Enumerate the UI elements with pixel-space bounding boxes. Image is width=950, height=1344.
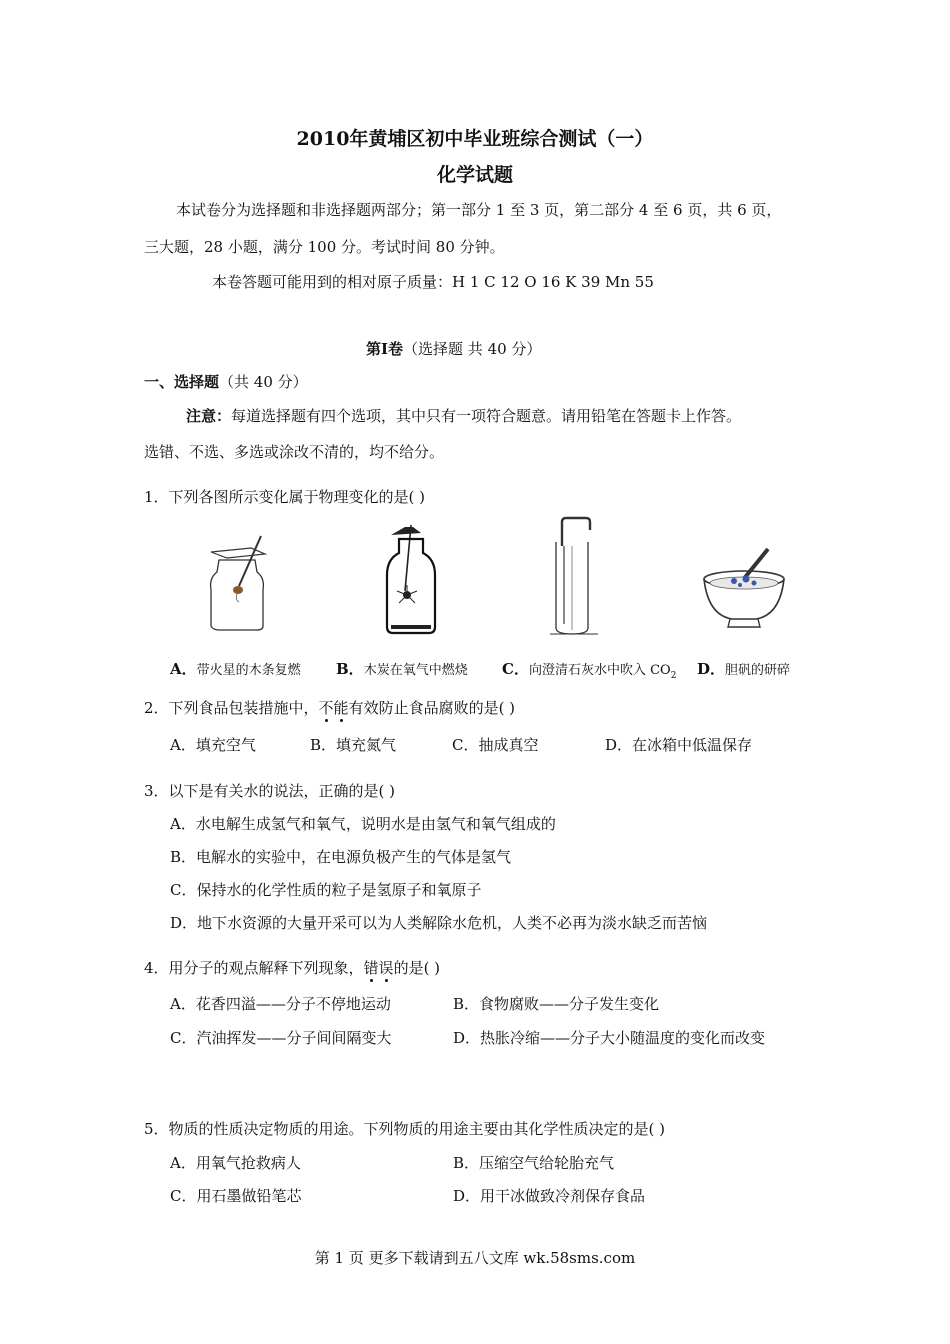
- emphasis-dot: [325, 719, 328, 722]
- q1-option-b-letter: B．: [336, 660, 364, 678]
- q2-stem-pre: 2．下列食品包装措施中，: [144, 699, 319, 717]
- q4-emphasis-text: 错误: [363, 959, 394, 977]
- note-line-2: 选错、不选、多选或涂改不清的，均不给分。: [144, 443, 445, 461]
- q1-option-b-text: 木炭在氧气中燃烧: [363, 663, 468, 678]
- q2-option-a: A．填充空气: [170, 736, 256, 754]
- page-footer: 第 1 页 更多下载请到五八文库 wk.58sms.com: [314, 1249, 636, 1267]
- q2-stem-post: 有效防止食品腐败的是( ): [348, 699, 516, 717]
- q3-stem: 3．以下是有关水的说法，正确的是( ): [144, 782, 396, 800]
- q5-stem: 5．物质的性质决定物质的用途。下列物质的用途主要由其化学性质决定的是( ): [144, 1120, 666, 1138]
- test-tube-figure: [550, 516, 600, 636]
- q5-option-b: B．压缩空气给轮胎充气: [453, 1154, 615, 1172]
- q1-option-d: [697, 658, 790, 679]
- intro-line-1: 本试卷分为选择题和非选择题两部分；第一部分 1 至 3 页，第二部分 4 至 6 页，共 6 页，: [176, 201, 782, 219]
- section1-heading-bold: 一、选择题: [144, 373, 220, 391]
- section1-heading: [144, 371, 308, 392]
- q4-option-a: A．花香四溢——分子不停地运动: [170, 995, 391, 1013]
- atomic-mass-line: 本卷答题可能用到的相对原子质量：H 1 C 12 O 16 K 39 Mn 55: [212, 273, 654, 291]
- q1-option-b: [336, 658, 468, 679]
- q2-option-b: B．填充氮气: [310, 736, 397, 754]
- mortar-pestle-figure: [698, 545, 790, 631]
- q2-emphasis-text: 不能: [318, 699, 349, 717]
- q4-option-c: C．汽油挥发——分子间间隔变大: [170, 1029, 392, 1047]
- q4-stem-post: 的是( ): [393, 959, 441, 977]
- q4-option-d: D．热胀冷缩——分子大小随温度的变化而改变: [453, 1029, 766, 1047]
- intro-line-2: 三大题，28 小题，满分 100 分。考试时间 80 分钟。: [144, 238, 505, 256]
- q3-option-a: A．水电解生成氢气和氧气，说明水是由氢气和氧气组成的: [170, 815, 556, 833]
- q2-stem-emphasis: [319, 699, 349, 717]
- emphasis-dot: [340, 719, 343, 722]
- exam-subtitle: 化学试题: [436, 164, 513, 186]
- q3-option-c: C．保持水的化学性质的粒子是氢原子和氧原子: [170, 881, 482, 899]
- charcoal-bottle-figure: [383, 521, 439, 637]
- note-line-1: [186, 405, 741, 426]
- q3-option-d: D．地下水资源的大量开采可以为人类解除水危机，人类不必再为淡水缺乏而苦恼: [170, 914, 708, 932]
- q1-option-d-letter: D．: [697, 660, 726, 678]
- q5-option-d: D．用干冰做致冷剂保存食品: [453, 1187, 646, 1205]
- q1-option-c-letter: C．: [502, 660, 529, 678]
- jar-splint-figure: [205, 534, 273, 634]
- q2-option-c: C．抽成真空: [452, 736, 539, 754]
- q1-option-a: [170, 658, 301, 679]
- note-label: 注意：: [186, 407, 232, 425]
- q4-stem-pre: 4．用分子的观点解释下列现象，: [144, 959, 364, 977]
- q1-option-c-text: 向澄清石灰水中吹入 CO: [528, 663, 671, 678]
- exam-title: 2010年黄埔区初中毕业班综合测试（一）: [296, 128, 654, 150]
- q1-option-c: [502, 658, 676, 681]
- q5-option-c: C．用石墨做铅笔芯: [170, 1187, 302, 1205]
- q4-stem-emphasis: [364, 959, 394, 977]
- part1-heading-bold: 第Ⅰ卷: [366, 340, 404, 358]
- q4-option-b: B．食物腐败——分子发生变化: [453, 995, 660, 1013]
- q1-stem: 1．下列各图所示变化属于物理变化的是( ): [144, 488, 426, 506]
- q5-option-a: A．用氧气抢救病人: [170, 1154, 301, 1172]
- part1-heading: [366, 338, 541, 359]
- note-text-1: 每道选择题有四个选项，其中只有一项符合题意。请用铅笔在答题卡上作答。: [231, 407, 742, 425]
- q4-stem: [144, 957, 440, 978]
- part1-heading-rest: （选择题 共 40 分）: [403, 340, 542, 358]
- q2-option-d: D．在冰箱中低温保存: [605, 736, 753, 754]
- emphasis-dot: [370, 979, 373, 982]
- q2-stem: [144, 697, 515, 718]
- q1-option-a-letter: A．: [170, 660, 197, 678]
- q1-option-c-subscript: 2: [670, 671, 677, 682]
- section1-heading-rest: （共 40 分）: [219, 373, 308, 391]
- q3-option-b: B．电解水的实验中，在电源负极产生的气体是氢气: [170, 848, 512, 866]
- q1-option-d-text: 胆矾的研碎: [725, 663, 791, 678]
- emphasis-dot: [385, 979, 388, 982]
- q1-option-a-text: 带火星的木条复燃: [196, 663, 301, 678]
